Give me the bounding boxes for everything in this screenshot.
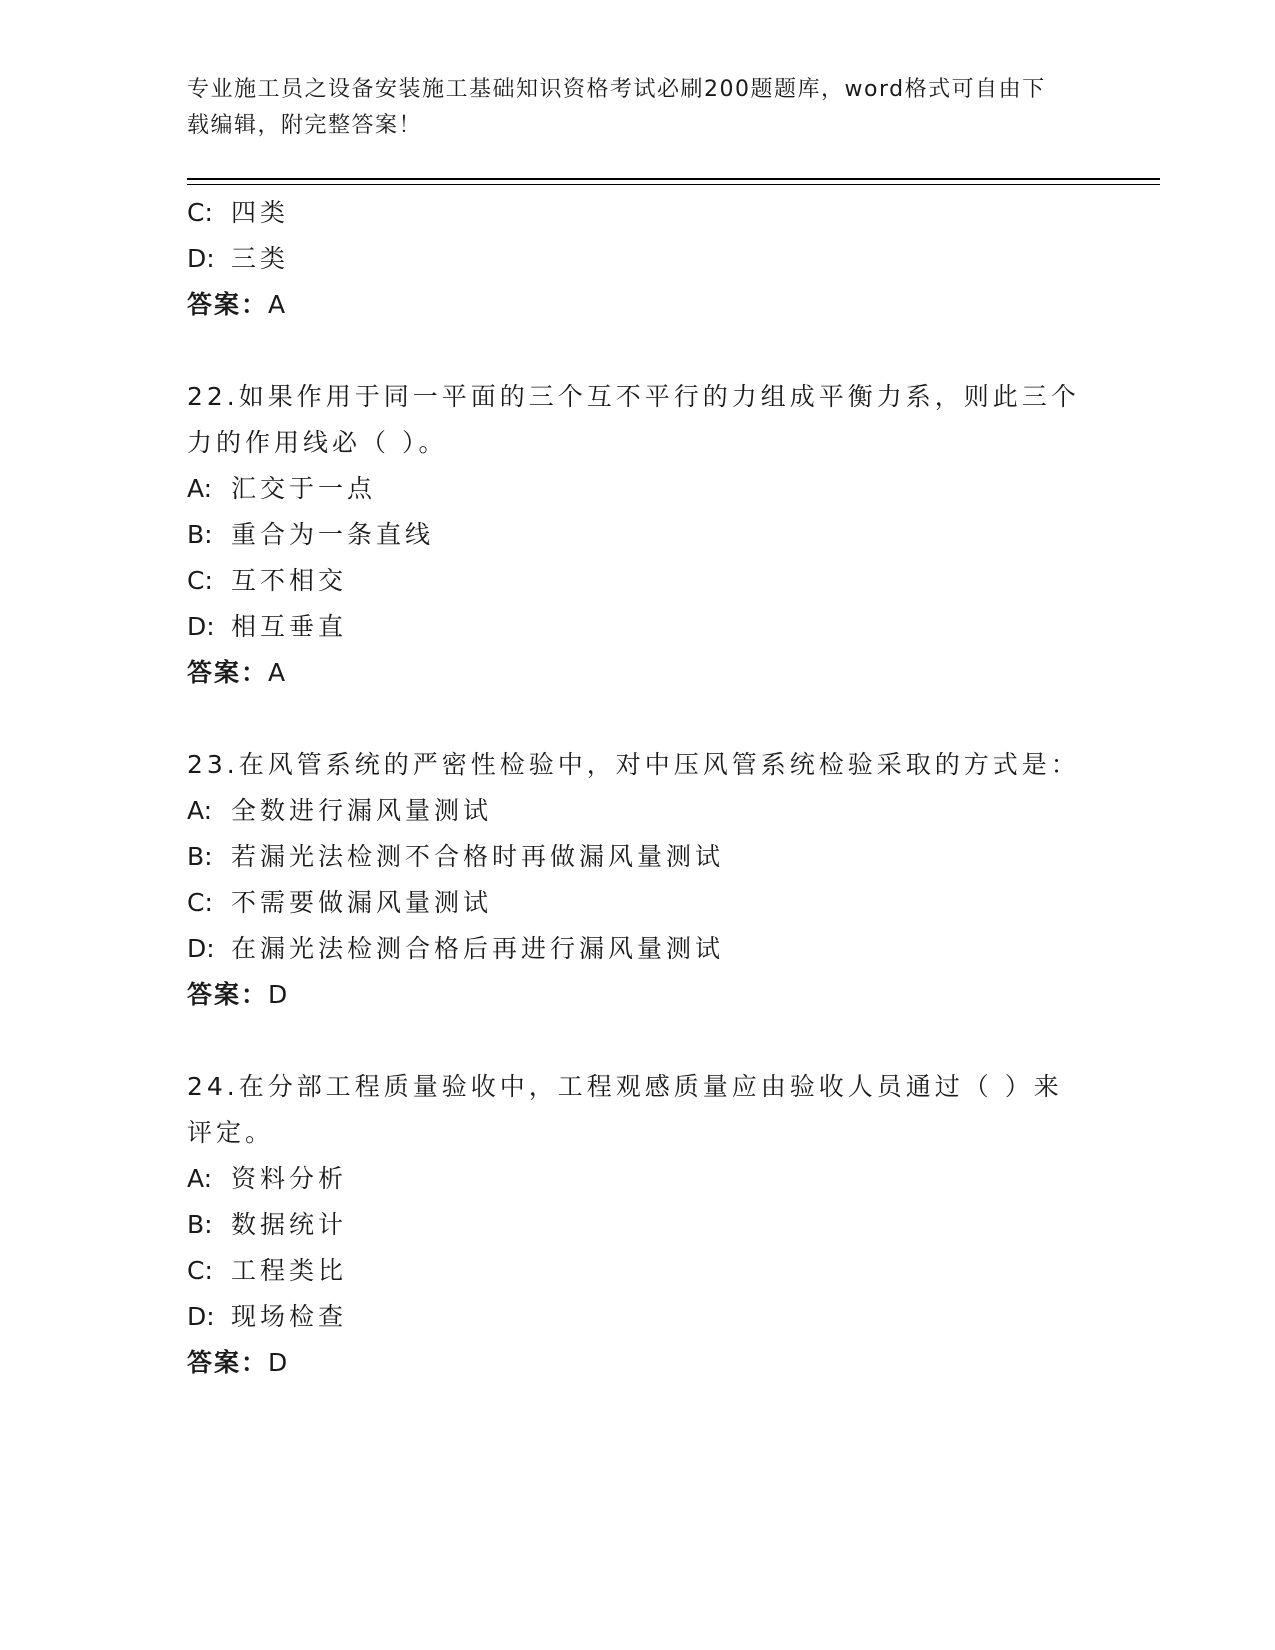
option-text: 全数进行漏风量测试 — [231, 796, 493, 825]
answer-value: A — [268, 290, 288, 319]
option-letter: C: — [187, 1256, 213, 1285]
option-text: 不需要做漏风量测试 — [231, 888, 493, 917]
answer-value: A — [268, 658, 288, 687]
answer-line — [187, 1340, 1087, 1386]
question-stem: 22.如果作用于同一平面的三个互不平行的力组成平衡力系，则此三个力的作用线必（ ）。 — [187, 382, 1080, 457]
option-c — [187, 190, 1087, 236]
answer-line — [187, 650, 1087, 696]
option-letter: B: — [187, 520, 213, 549]
option-a — [187, 1156, 1087, 1202]
option-letter: C: — [187, 888, 213, 917]
option-c — [187, 1248, 1087, 1294]
option-b — [187, 512, 1087, 558]
option-d — [187, 236, 1087, 282]
header-divider-thick — [187, 178, 1160, 180]
question-content — [187, 190, 1087, 1386]
answer-label: 答案： — [187, 1348, 269, 1377]
option-text: 在漏光法检测合格后再进行漏风量测试 — [231, 934, 725, 963]
option-a — [187, 466, 1087, 512]
option-letter: A: — [187, 796, 213, 825]
option-text: 重合为一条直线 — [231, 520, 435, 549]
option-text: 四类 — [231, 198, 290, 227]
option-c — [187, 558, 1087, 604]
answer-label: 答案： — [187, 290, 269, 319]
document-header: 专业施工员之设备安装施工基础知识资格考试必刷200题题库，word格式可自由下载编辑，附完整答案！ — [187, 77, 1046, 138]
option-d — [187, 926, 1087, 972]
answer-value: D — [268, 980, 290, 1009]
option-letter: D: — [187, 934, 215, 963]
option-text: 汇交于一点 — [231, 474, 377, 503]
option-letter: A: — [187, 474, 213, 503]
prev-question-tail — [187, 190, 1087, 328]
option-text: 若漏光法检测不合格时再做漏风量测试 — [231, 842, 725, 871]
answer-label: 答案： — [187, 980, 269, 1009]
question-stem: 23.在风管系统的严密性检验中，对中压风管系统检验采取的方式是： — [187, 750, 1080, 779]
question-24 — [187, 1064, 1087, 1386]
answer-value: D — [268, 1348, 290, 1377]
question-stem: 24.在分部工程质量验收中，工程观感质量应由验收人员通过（ ）来评定。 — [187, 1072, 1063, 1147]
option-text: 资料分析 — [231, 1164, 348, 1193]
option-text: 现场检查 — [231, 1302, 348, 1331]
header-divider-thin — [187, 184, 1160, 185]
question-22 — [187, 374, 1087, 696]
option-letter: B: — [187, 842, 213, 871]
option-text: 数据统计 — [231, 1210, 348, 1239]
option-text: 工程类比 — [231, 1256, 348, 1285]
option-d — [187, 1294, 1087, 1340]
question-23 — [187, 742, 1087, 1018]
option-text: 互不相交 — [231, 566, 348, 595]
option-text: 三类 — [231, 244, 290, 273]
answer-line — [187, 972, 1087, 1018]
option-c — [187, 880, 1087, 926]
answer-label: 答案： — [187, 658, 269, 687]
option-letter: B: — [187, 1210, 213, 1239]
option-letter: D: — [187, 1302, 215, 1331]
option-letter: C: — [187, 566, 213, 595]
option-letter: D: — [187, 612, 215, 641]
option-letter: C: — [187, 198, 213, 227]
option-a — [187, 788, 1087, 834]
option-letter: A: — [187, 1164, 213, 1193]
option-d — [187, 604, 1087, 650]
option-letter: D: — [187, 244, 215, 273]
option-text: 相互垂直 — [231, 612, 348, 641]
answer-line — [187, 282, 1087, 328]
option-b — [187, 834, 1087, 880]
option-b — [187, 1202, 1087, 1248]
